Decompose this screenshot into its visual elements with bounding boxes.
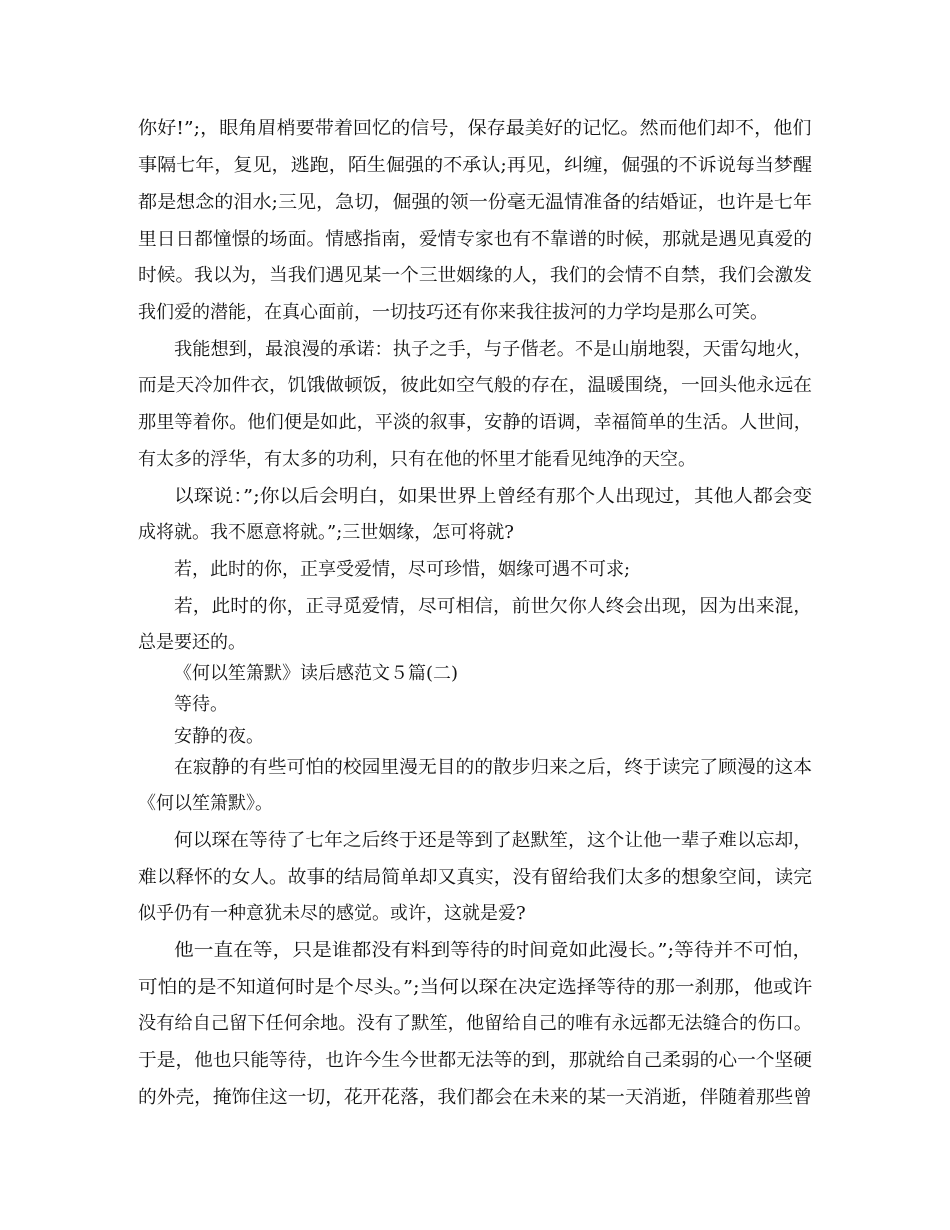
text-line: 时候。我以为，当我们遇见某一个三世姻缘的人，我们的会情不自禁，我们会激发 <box>138 265 812 286</box>
text-line: 成将就。我不愿意将就。”;三世姻缘，怎可将就? <box>138 522 514 543</box>
text-line: 安静的夜。 <box>174 726 264 747</box>
text-line: 事隔七年，复见，逃跑，陌生倔强的不承认;再见，纠缠，倔强的不诉说每当梦醒 <box>138 155 813 176</box>
text-line: 都是想念的泪水;三见，急切，倔强的领一份毫无温情准备的结婚证，也许是七年 <box>138 192 813 213</box>
text-line: 若，此时的你，正享受爱情，尽可珍惜，姻缘可遇不可求; <box>174 559 631 580</box>
text-line: 可怕的是不知道何时是个尽头。”;当何以琛在决定选择等待的那一刹那，他或许 <box>138 977 813 998</box>
text-line: 没有给自己留下任何余地。没有了默笙，他留给自己的唯有永远都无法缝合的伤口。 <box>138 1013 812 1034</box>
text-line: 我能想到，最浪漫的承诺：执子之手，与子偕老。不是山崩地裂，天雷勾地火， <box>174 339 812 360</box>
text-line: 那里等着你。他们便是如此，平淡的叙事，安静的语调，幸福简单的生活。人世间， <box>138 412 812 433</box>
text-line: 似乎仍有一种意犹未尽的感觉。或许，这就是爱? <box>138 903 526 924</box>
text-line: 若，此时的你，正寻觅爱情，尽可相信，前世欠你人终会出现，因为出来混， <box>174 596 812 617</box>
text-line: 以琛说：”;你以后会明白，如果世界上曾经有那个人出现过，其他人都会变 <box>174 486 813 507</box>
text-line: 何以琛在等待了七年之后终于还是等到了赵默笙，这个让他一辈子难以忘却， <box>174 830 812 851</box>
text-line: 的外壳，掩饰住这一切，花开花落，我们都会在未来的某一天消逝，伴随着那些曾 <box>138 1087 812 1108</box>
text-line: 在寂静的有些可怕的校园里漫无目的的散步归来之后，终于读完了顾漫的这本 <box>174 757 812 778</box>
text-line: 而是天冷加件衣，饥饿做顿饭，彼此如空气般的存在，温暖围绕，一回头他永远在 <box>138 375 812 396</box>
text-line: 《何以笙箫默》。 <box>138 793 273 814</box>
text-line: 里日日都憧憬的场面。情感指南，爱情专家也有不靠谱的时候，那就是遇见真爱的 <box>138 229 812 250</box>
text-line: 有太多的浮华，有太多的功利，只有在他的怀里才能看见纯净的天空。 <box>138 449 696 470</box>
text-line: 你好!”;，眼角眉梢要带着回忆的信号，保存最美好的记忆。然而他们却不，他们 <box>138 118 812 139</box>
text-line: 难以释怀的女人。故事的结局简单却又真实，没有留给我们太多的想象空间，读完 <box>138 867 812 888</box>
text-line: 于是，他也只能等待，也许今生今世都无法等的到，那就给自己柔弱的心一个坚硬 <box>138 1050 812 1071</box>
text-line: 总是要还的。 <box>138 632 246 653</box>
text-line: 他一直在等，只是谁都没有料到等待的时间竟如此漫长。”;等待并不可怕， <box>174 940 813 961</box>
section-heading: 《何以笙箫默》读后感范文５篇(二) <box>174 663 459 684</box>
text-line: 我们爱的潜能，在真心面前，一切技巧还有你来我往拔河的力学均是那么可笑。 <box>138 302 768 323</box>
text-line: 等待。 <box>174 694 228 715</box>
